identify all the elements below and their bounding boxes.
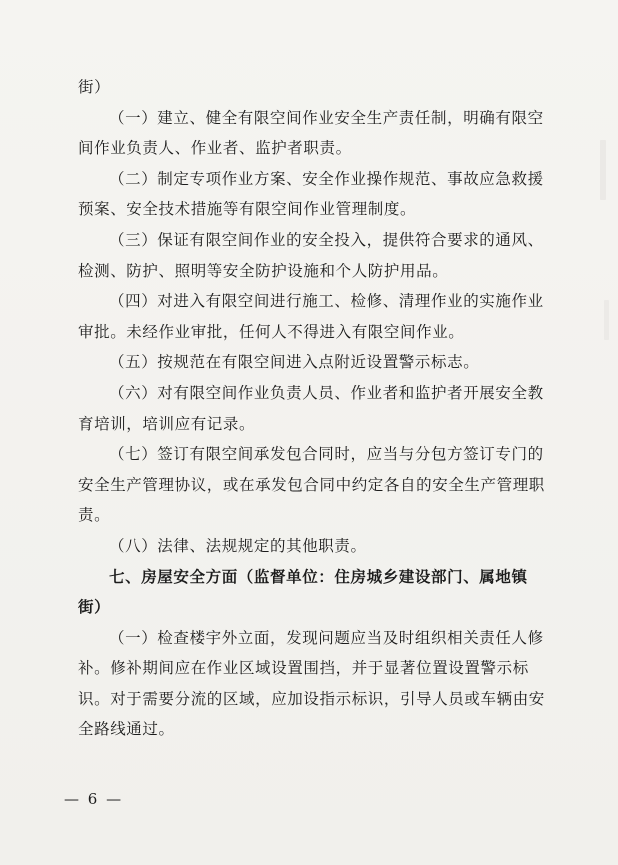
section-heading: 七、房屋安全方面（监督单位：住房城乡建设部门、属地镇街） — [78, 567, 528, 617]
list-item-3: （三）保证有限空间作业的安全投入，提供符合要求的通风、检测、防护、照明等安全防护设施和个人防护用品。 — [78, 230, 544, 280]
list-item-7: （七）签订有限空间承发包合同时，应当与分包方签订专门的安全生产管理协议，或在承发包合同中约定各自的安全生产管理职责。 — [78, 445, 545, 525]
scan-artifact — [604, 300, 609, 340]
list-item-5: （五）按规范在有限空间进入点附近设置警示标志。 — [109, 353, 480, 372]
paragraph-continuation: 街） — [78, 78, 111, 96]
list-item-house-1: （一）检查楼宇外立面，发现问题应当及时组织相关责任人修补。修补期间应在作业区域设置围挡，并于显著位置设置警示标识。对于需要分流的区域，应加设指示标识，引导人员或车辆由安全路线通过。 — [78, 628, 545, 739]
body-text — [78, 72, 546, 745]
list-item-2: （二）制定专项作业方案、安全作业操作规范、事故应急救援预案、安全技术措施等有限空间作业管理制度。 — [78, 169, 544, 219]
list-item-8: （八）法律、法规规定的其他职责。 — [109, 536, 367, 555]
list-item-1: （一）建立、健全有限空间作业安全生产责任制，明确有限空间作业负责人、作业者、监护者职责。 — [78, 108, 544, 158]
scan-artifact — [600, 140, 606, 200]
list-item-4: （四）对进入有限空间进行施工、检修、清理作业的实施作业审批。未经作业审批，任何人不得进入有限空间作业。 — [78, 292, 544, 341]
list-item-6: （六）对有限空间作业负责人员、作业者和监护者开展安全教育培训，培训应有记录。 — [78, 383, 544, 433]
page-number: — 6 — — [64, 790, 124, 808]
